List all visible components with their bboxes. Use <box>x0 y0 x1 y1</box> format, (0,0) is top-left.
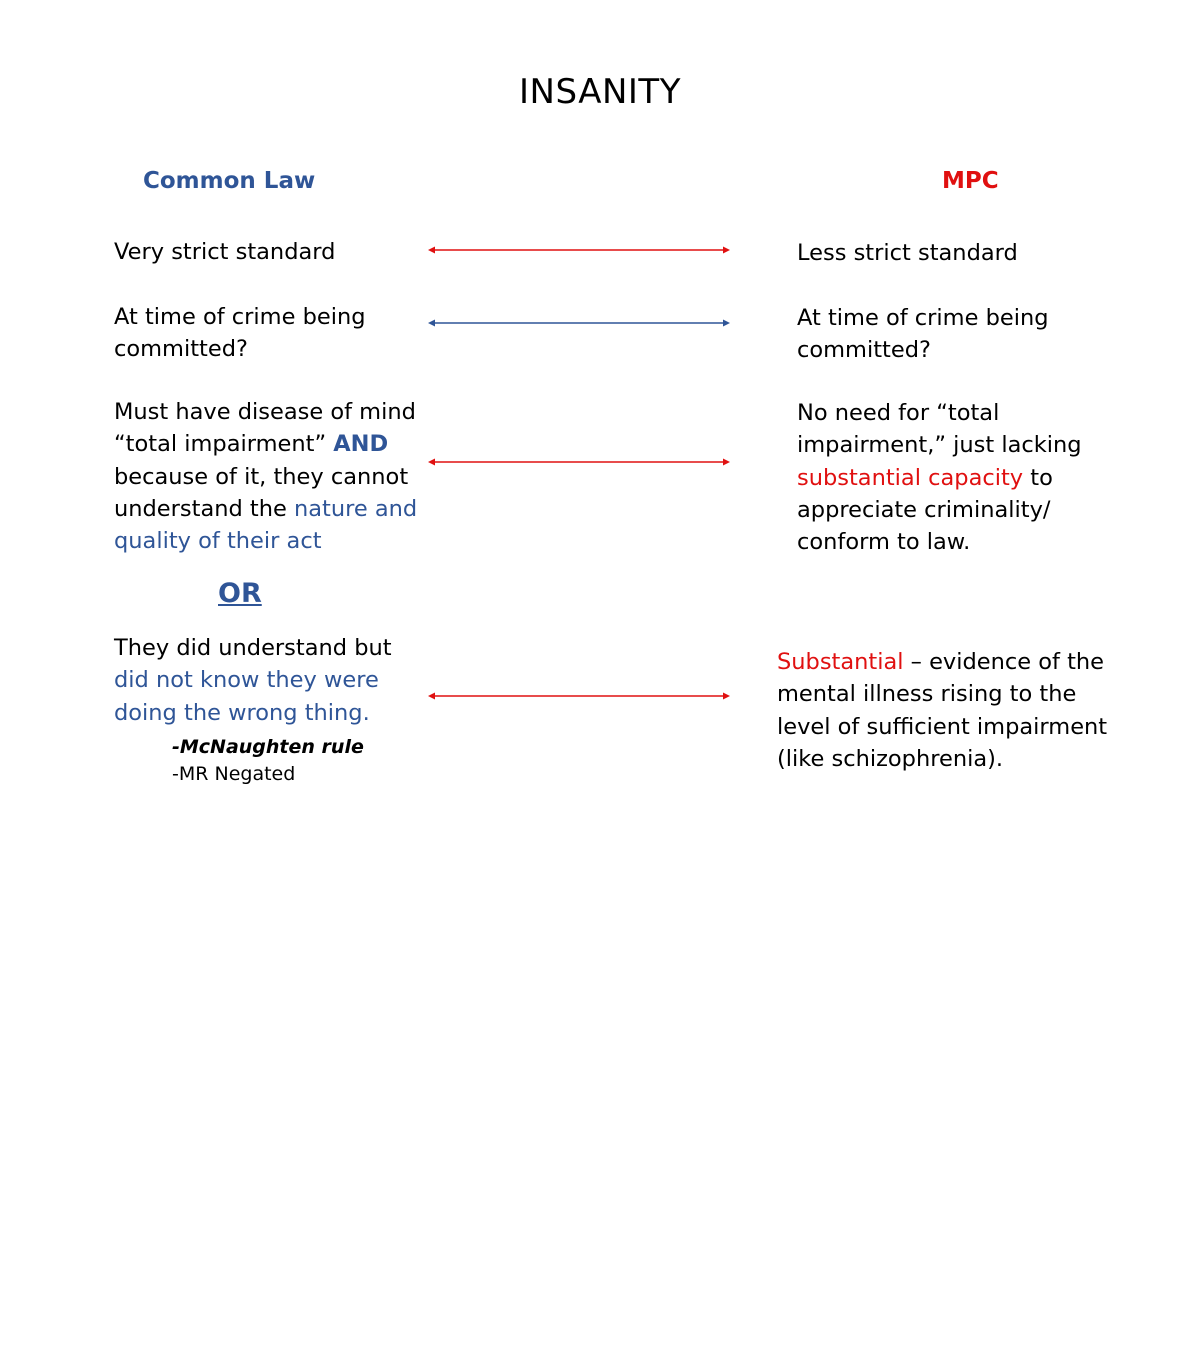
common-law-heading: Common Law <box>143 168 316 194</box>
mpc-timing-line: committed? <box>797 337 931 364</box>
substantial-line <box>777 646 1107 678</box>
and-keyword: AND <box>333 431 389 458</box>
mpc-timing <box>797 302 1049 367</box>
mcnaughten-rule-note: -McNaughten rule <box>172 736 364 758</box>
common-law-alternative <box>114 632 392 729</box>
alt-line: did not know they were <box>114 667 379 694</box>
test-line: because of it, they cannot <box>114 463 409 490</box>
test-line <box>114 428 417 460</box>
mpc-timing-line: At time of crime being <box>797 305 1049 331</box>
common-law-timing <box>114 301 366 366</box>
alt-line: doing the wrong thing. <box>114 699 370 726</box>
common-law-strictness: Very strict standard <box>114 239 336 265</box>
total-impairment-text: “total impairment” <box>114 431 334 458</box>
mr-negated-note: -MR Negated <box>172 763 296 785</box>
mpc-substantial <box>777 646 1107 775</box>
substantial-line: mental illness rising to the <box>777 681 1077 708</box>
page-title: INSANITY <box>519 72 681 112</box>
test-line <box>114 493 417 525</box>
nature-quality-highlight: nature and <box>294 495 418 522</box>
substantial-line: (like schizophrenia). <box>777 745 1004 772</box>
common-law-test <box>114 396 417 557</box>
test-line: impairment,” just lacking <box>797 432 1082 459</box>
mpc-strictness: Less strict standard <box>797 240 1018 266</box>
common-law-timing-line: committed? <box>114 336 248 363</box>
test-line <box>797 462 1082 494</box>
substantial-capacity-highlight: substantial capacity <box>797 464 1024 491</box>
rule-notes <box>172 734 364 788</box>
alt-line: They did understand but <box>114 635 392 661</box>
test-line: appreciate criminality/ <box>797 496 1051 523</box>
test-line: quality of their act <box>114 528 322 555</box>
to-text: to <box>1023 464 1053 491</box>
understand-text: understand the <box>114 495 294 522</box>
strictness-arrow <box>428 243 730 257</box>
common-law-timing-line: At time of crime being <box>114 304 366 330</box>
substantial-highlight: Substantial <box>777 649 904 675</box>
test-arrow <box>428 455 730 469</box>
substantial-arrow <box>428 689 730 703</box>
evidence-text: – evidence of the <box>903 649 1105 675</box>
or-label: OR <box>218 578 262 609</box>
mpc-heading: MPC <box>942 168 999 194</box>
test-line: Must have disease of mind <box>114 399 416 425</box>
test-line: conform to law. <box>797 529 971 556</box>
timing-arrow <box>428 316 730 330</box>
substantial-line: level of sufficient impairment <box>777 713 1108 740</box>
mpc-test <box>797 397 1082 558</box>
test-line: No need for “total <box>797 400 1000 426</box>
